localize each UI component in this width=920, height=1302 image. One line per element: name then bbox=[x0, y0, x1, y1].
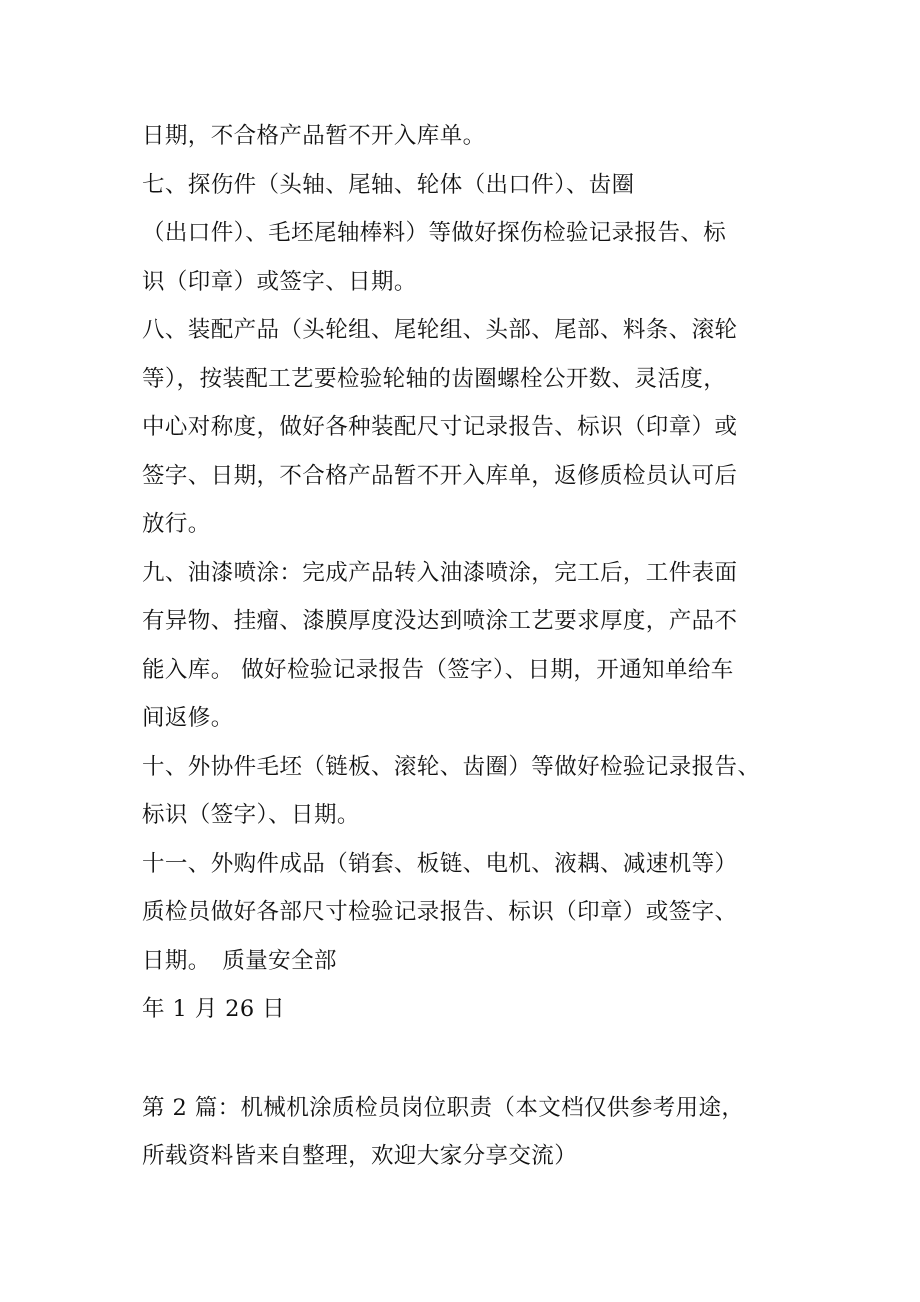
paragraph-line: 间返修。 bbox=[142, 705, 234, 731]
paragraph-line: 日期，不合格产品暂不开入库单。 bbox=[142, 123, 486, 149]
paragraph-line: 十、外协件毛坯（链板、滚轮、齿圈）等做好检验记录报告、 bbox=[142, 753, 761, 780]
paragraph-line: 签字、日期，不合格产品暂不开入库单，返修质检员认可后 bbox=[142, 462, 738, 489]
document-body bbox=[142, 112, 792, 1181]
signature-department-line: 日期。 质量安全部 bbox=[142, 947, 337, 974]
paragraph-line: 识（印章）或签字、日期。 bbox=[142, 268, 417, 295]
paragraph-line: 中心对称度，做好各种装配尺寸记录报告、标识（印章）或 bbox=[142, 414, 738, 440]
paragraph-line: 标识（签字）、日期。 bbox=[142, 802, 360, 828]
paragraph-line: 十一、外购件成品（销套、板链、电机、液耦、减速机等） bbox=[142, 850, 738, 877]
paragraph-line: 七、探伤件（头轴、尾轴、轮体（出口件）、齿圈 bbox=[142, 171, 635, 198]
paragraph-line: 等），按装配工艺要检验轮轴的齿圈螺栓公开数、灵活度， bbox=[142, 365, 727, 392]
next-section-title-line: 所载资料皆来自整理，欢迎大家分享交流） bbox=[142, 1143, 578, 1169]
next-section-title-line: 第 2 篇：机械机涂质检员岗位职责（本文档仅供参考用途， bbox=[142, 1094, 745, 1121]
paragraph-line: 质检员做好各部尺寸检验记录报告、标识（印章）或签字、 bbox=[142, 899, 738, 925]
paragraph-line: 九、油漆喷涂：完成产品转入油漆喷涂，完工后，工件表面 bbox=[142, 559, 738, 586]
section-spacer bbox=[142, 1034, 792, 1084]
paragraph-line: 放行。 bbox=[142, 511, 211, 537]
paragraph-line: （出口件）、毛坯尾轴棒料）等做好探伤检验记录报告、标 bbox=[142, 220, 727, 246]
paragraph-line: 八、装配产品（头轮组、尾轮组、头部、尾部、料条、滚轮 bbox=[142, 317, 738, 343]
date-line: 年 1 月 26 日 bbox=[142, 996, 286, 1022]
paragraph-line: 有异物、挂瘤、漆膜厚度没达到喷涂工艺要求厚度，产品不 bbox=[142, 608, 738, 634]
paragraph-line: 能入库。 做好检验记录报告（签字）、日期，开通知单给车 bbox=[142, 656, 734, 683]
